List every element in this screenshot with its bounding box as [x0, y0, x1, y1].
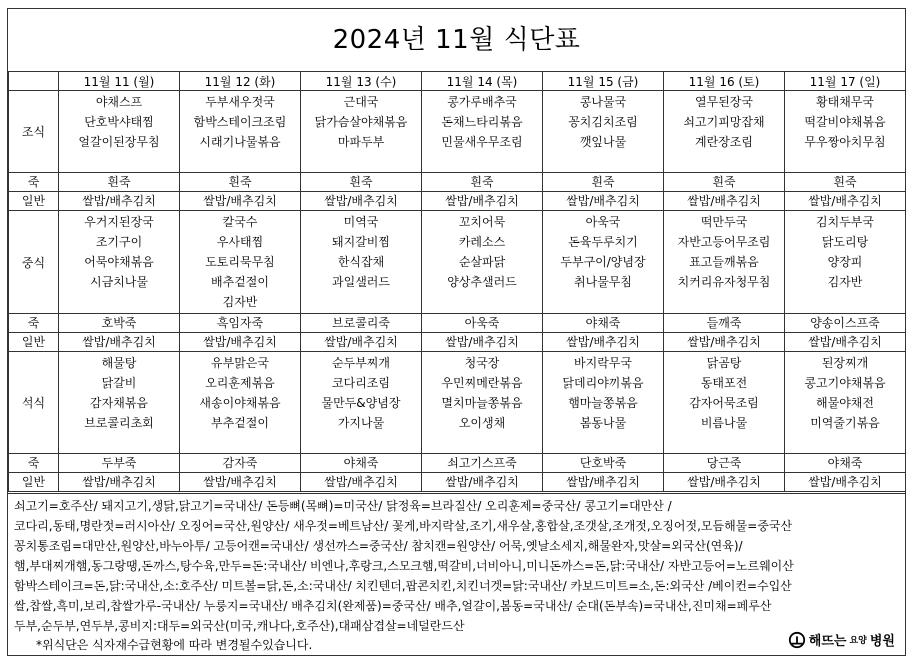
menu-item: 돈채느타리볶음 [441, 115, 523, 129]
menu-item: 깻잎나물 [579, 135, 627, 149]
logo-name-small: 요양 [849, 636, 867, 646]
menu-item: 오리훈제볶음 [205, 376, 275, 390]
porridge-cell: 아욱죽 [422, 314, 543, 333]
menu-item: 동태포전 [700, 376, 748, 390]
dinner-cell [422, 352, 543, 454]
menu-item: 콩고기야채볶음 [804, 376, 886, 390]
regular-cell: 쌀밥/배추김치 [59, 473, 180, 492]
menu-item: 우민찌메란볶음 [441, 376, 523, 390]
menu-item: 야채스프 [95, 95, 143, 109]
menu-item: 과일샐러드 [332, 275, 390, 289]
origin-line: 꽁치통조림=대만산,원양산,바누아투/ 고등어캔=국내산/ 생선까스=중국산/ 참치캔=원양산/ 어묵,옛날소세지,해물완자,맛살=외국산(연육)/ [14, 539, 743, 553]
menu-item: 가지나물 [337, 416, 385, 430]
menu-item: 한식잡채 [337, 255, 385, 269]
lunch-cell [422, 211, 543, 314]
menu-item: 닭가슴살야채볶음 [314, 115, 408, 129]
porridge-cell: 야채죽 [301, 454, 422, 473]
lunch-porridge-row [9, 314, 906, 333]
menu-item: 청국장 [464, 356, 500, 370]
dinner-cell [180, 352, 301, 454]
porridge-cell: 감자죽 [180, 454, 301, 473]
menu-item: 된장찌개 [821, 356, 869, 370]
origin-line: 쌀,찹쌀,흑미,보리,찹쌀가루-국내산/ 누룽지=국내산/ 배추김치(완제품)=중국산/ 배추,얼갈이,봄동=국내산/ 순대(돈부속)=국내산,진미채=페루산 [14, 599, 772, 613]
origin-line: 햄,부대찌개햄,동그랑땡,돈까스,탕수육,만두=돈:국내산/ 비엔나,후랑크,스모크햄,떡갈비,너비아니,미니돈까스=돈,닭:국내산/ 자반고등어=노르웨이산 [14, 559, 794, 573]
menu-item: 코다리조림 [332, 376, 390, 390]
porridge-cell: 브로콜리죽 [301, 314, 422, 333]
menu-item: 닭갈비 [101, 376, 137, 390]
menu-item: 도토리묵무침 [205, 255, 275, 269]
regular-cell: 쌀밥/배추김치 [543, 333, 664, 352]
porridge-label: 죽 [9, 454, 59, 473]
menu-item: 배추겉절이 [211, 275, 269, 289]
menu-item: 비름나물 [700, 416, 748, 430]
menu-item: 떡갈비야채볶음 [804, 115, 886, 129]
porridge-cell: 흰죽 [543, 173, 664, 192]
menu-item: 바지락무국 [574, 356, 632, 370]
lunch-cell [664, 211, 785, 314]
menu-item: 돼지갈비찜 [332, 235, 390, 249]
breakfast-cell [785, 91, 906, 173]
logo-name-part: 해뜨는 [808, 634, 847, 649]
date-header: 11월 11 (월) [59, 72, 180, 91]
menu-item: 우거지된장국 [84, 215, 154, 229]
regular-cell: 쌀밥/배추김치 [301, 473, 422, 492]
origin-line: 두부,순두부,연두부,콩비지:대두=외국산(미국,캐나다,호주산),대패삼겹살=네덜란드산 [14, 619, 465, 633]
breakfast-cell [422, 91, 543, 173]
porridge-cell: 야채죽 [785, 454, 906, 473]
menu-item: 황태채무국 [816, 95, 874, 109]
regular-cell: 쌀밥/배추김치 [301, 333, 422, 352]
regular-cell: 쌀밥/배추김치 [59, 333, 180, 352]
hospital-logo [788, 630, 895, 649]
porridge-cell: 흰죽 [301, 173, 422, 192]
regular-cell: 쌀밥/배추김치 [785, 333, 906, 352]
regular-cell: 쌀밥/배추김치 [543, 192, 664, 211]
menu-item: 해물야채전 [816, 396, 874, 410]
porridge-cell: 흑임자죽 [180, 314, 301, 333]
menu-item: 새송이야채볶음 [199, 396, 281, 410]
lunch-row [9, 211, 906, 314]
menu-item: 칼국수 [222, 215, 258, 229]
hospital-logo-icon [788, 631, 806, 649]
menu-item: 미역줄기볶음 [810, 416, 880, 430]
menu-item: 꼬치어묵 [458, 215, 506, 229]
menu-item: 멸치마늘쫑볶음 [441, 396, 523, 410]
regular-cell: 쌀밥/배추김치 [301, 192, 422, 211]
menu-item: 마파두부 [337, 135, 385, 149]
menu-item: 양상추샐러드 [447, 275, 517, 289]
corner-cell [9, 72, 59, 91]
logo-name-part: 병원 [869, 634, 895, 649]
regular-cell: 쌀밥/배추김치 [785, 473, 906, 492]
dinner-porridge-row [9, 454, 906, 473]
lunch-cell [301, 211, 422, 314]
porridge-cell: 들깨죽 [664, 314, 785, 333]
regular-cell: 쌀밥/배추김치 [180, 333, 301, 352]
menu-item: 쇠고기피망잡채 [683, 115, 765, 129]
regular-label: 일반 [9, 473, 59, 492]
lunch-cell [785, 211, 906, 314]
menu-item: 순살파닭 [458, 255, 506, 269]
porridge-cell: 흰죽 [664, 173, 785, 192]
date-header: 11월 17 (일) [785, 72, 906, 91]
origin-line: 코다리,동태,명란젓=러시아산/ 오징어=국산,원양산/ 새우젓=베트남산/ 꽃게,바지락살,조기,새우살,홍합살,조갯살,조개젓,오징어젓,모듬해물=중국산 [14, 519, 793, 533]
dinner-regular-row [9, 473, 906, 492]
menu-item: 치커리유자청무침 [677, 275, 771, 289]
menu-item: 시금치나물 [90, 275, 148, 289]
porridge-cell: 당근죽 [664, 454, 785, 473]
menu-item: 순두부찌개 [332, 356, 390, 370]
dinner-cell [59, 352, 180, 454]
menu-item: 취나물무침 [574, 275, 632, 289]
menu-item: 자반고등어무조림 [677, 235, 771, 249]
porridge-cell: 야채죽 [543, 314, 664, 333]
porridge-cell: 쇠고기스프죽 [422, 454, 543, 473]
date-header: 11월 12 (화) [180, 72, 301, 91]
lunch-label: 중식 [9, 211, 59, 314]
regular-cell: 쌀밥/배추김치 [422, 473, 543, 492]
dinner-cell [543, 352, 664, 454]
regular-cell: 쌀밥/배추김치 [59, 192, 180, 211]
menu-item: 김자반 [222, 295, 258, 309]
menu-item: 조기구이 [95, 235, 143, 249]
regular-label: 일반 [9, 333, 59, 352]
regular-cell: 쌀밥/배추김치 [180, 192, 301, 211]
menu-item: 함박스테이크조림 [193, 115, 287, 129]
menu-item: 감자채볶음 [90, 396, 148, 410]
menu-item: 물만두&양념장 [321, 396, 401, 410]
dinner-cell [785, 352, 906, 454]
porridge-cell: 흰죽 [180, 173, 301, 192]
porridge-label: 죽 [9, 314, 59, 333]
menu-item: 어묵야채볶음 [84, 255, 154, 269]
breakfast-cell [301, 91, 422, 173]
lunch-cell [180, 211, 301, 314]
dinner-cell [664, 352, 785, 454]
regular-cell: 쌀밥/배추김치 [422, 333, 543, 352]
menu-item: 시래기나물볶음 [199, 135, 281, 149]
porridge-cell: 흰죽 [422, 173, 543, 192]
menu-table [8, 71, 906, 492]
menu-item: 무우짱아치무침 [804, 135, 886, 149]
porridge-cell: 두부죽 [59, 454, 180, 473]
origin-line: 쇠고기=호주산/ 돼지고기,생닭,닭고기=국내산/ 돈등뼈(목뼈)=미국산/ 닭정육=브라질산/ 오리훈제=중국산/ 콩고기=대만산 / [14, 499, 672, 513]
menu-item: 해물탕 [101, 356, 137, 370]
breakfast-cell [180, 91, 301, 173]
menu-item: 꽁치김치조림 [568, 115, 638, 129]
breakfast-porridge-row [9, 173, 906, 192]
menu-item: 얼갈이된장무침 [78, 135, 160, 149]
page-title: 2024년 11월 식단표 [332, 25, 581, 55]
breakfast-row [9, 91, 906, 173]
breakfast-cell [664, 91, 785, 173]
date-header: 11월 14 (목) [422, 72, 543, 91]
menu-item: 단호박샤태찜 [84, 115, 154, 129]
regular-cell: 쌀밥/배추김치 [422, 192, 543, 211]
menu-item: 콩나물국 [579, 95, 627, 109]
menu-item: 민물새우무조림 [441, 135, 523, 149]
change-note: *위식단은 식자재수급현황에 따라 변경될수있습니다. [36, 638, 313, 652]
menu-item: 양장피 [827, 255, 863, 269]
menu-item: 닭데리야끼볶음 [562, 376, 644, 390]
porridge-label: 죽 [9, 173, 59, 192]
origin-notice [8, 493, 905, 655]
breakfast-regular-row [9, 192, 906, 211]
menu-item: 표고들깨볶음 [689, 255, 759, 269]
porridge-cell: 단호박죽 [543, 454, 664, 473]
menu-item: 우사태찜 [216, 235, 264, 249]
menu-item: 닭도리탕 [821, 235, 869, 249]
menu-item: 떡만두국 [700, 215, 748, 229]
menu-item: 아욱국 [585, 215, 621, 229]
menu-item: 돈육두루치기 [568, 235, 638, 249]
dinner-cell [301, 352, 422, 454]
menu-item: 두부구이/양념장 [560, 255, 646, 269]
regular-cell: 쌀밥/배추김치 [664, 333, 785, 352]
menu-item: 감자어묵조림 [689, 396, 759, 410]
menu-item: 계란장조림 [695, 135, 753, 149]
menu-item: 콩가루배추국 [447, 95, 517, 109]
date-header: 11월 16 (토) [664, 72, 785, 91]
dinner-label: 석식 [9, 352, 59, 454]
menu-item: 카레소스 [458, 235, 506, 249]
menu-item: 브로콜리초회 [84, 416, 154, 430]
lunch-regular-row [9, 333, 906, 352]
origin-line: 함박스테이크=돈,닭:국내산,소:호주산/ 미트볼=닭,돈,소:국내산/ 치킨텐더,팝콘치킨,치킨너겟=닭:국내산/ 카보드미트=소,돈:외국산 /베이컨=수입산 [14, 579, 792, 593]
dinner-row [9, 352, 906, 454]
regular-label: 일반 [9, 192, 59, 211]
regular-cell: 쌀밥/배추김치 [785, 192, 906, 211]
menu-item: 오이생채 [458, 416, 506, 430]
breakfast-label: 조식 [9, 91, 59, 173]
menu-item: 닭곰탕 [706, 356, 742, 370]
porridge-cell: 호박죽 [59, 314, 180, 333]
menu-sheet [7, 8, 906, 656]
menu-item: 열무된장국 [695, 95, 753, 109]
date-header: 11월 13 (수) [301, 72, 422, 91]
breakfast-cell [59, 91, 180, 173]
menu-item: 미역국 [343, 215, 379, 229]
breakfast-cell [543, 91, 664, 173]
date-header-row [9, 72, 906, 91]
regular-cell: 쌀밥/배추김치 [543, 473, 664, 492]
porridge-cell: 흰죽 [59, 173, 180, 192]
menu-item: 유부맑은국 [211, 356, 269, 370]
porridge-cell: 양송이스프죽 [785, 314, 906, 333]
lunch-cell [543, 211, 664, 314]
menu-item: 김치두부국 [816, 215, 874, 229]
menu-item: 부추겉절이 [211, 416, 269, 430]
menu-item: 김자반 [827, 275, 863, 289]
regular-cell: 쌀밥/배추김치 [664, 473, 785, 492]
regular-cell: 쌀밥/배추김치 [180, 473, 301, 492]
menu-item: 두부새우젓국 [205, 95, 275, 109]
menu-item: 근대국 [343, 95, 379, 109]
menu-item: 햄마늘쫑볶음 [568, 396, 638, 410]
porridge-cell: 흰죽 [785, 173, 906, 192]
lunch-cell [59, 211, 180, 314]
date-header: 11월 15 (금) [543, 72, 664, 91]
regular-cell: 쌀밥/배추김치 [664, 192, 785, 211]
menu-item: 봄동나물 [579, 416, 627, 430]
